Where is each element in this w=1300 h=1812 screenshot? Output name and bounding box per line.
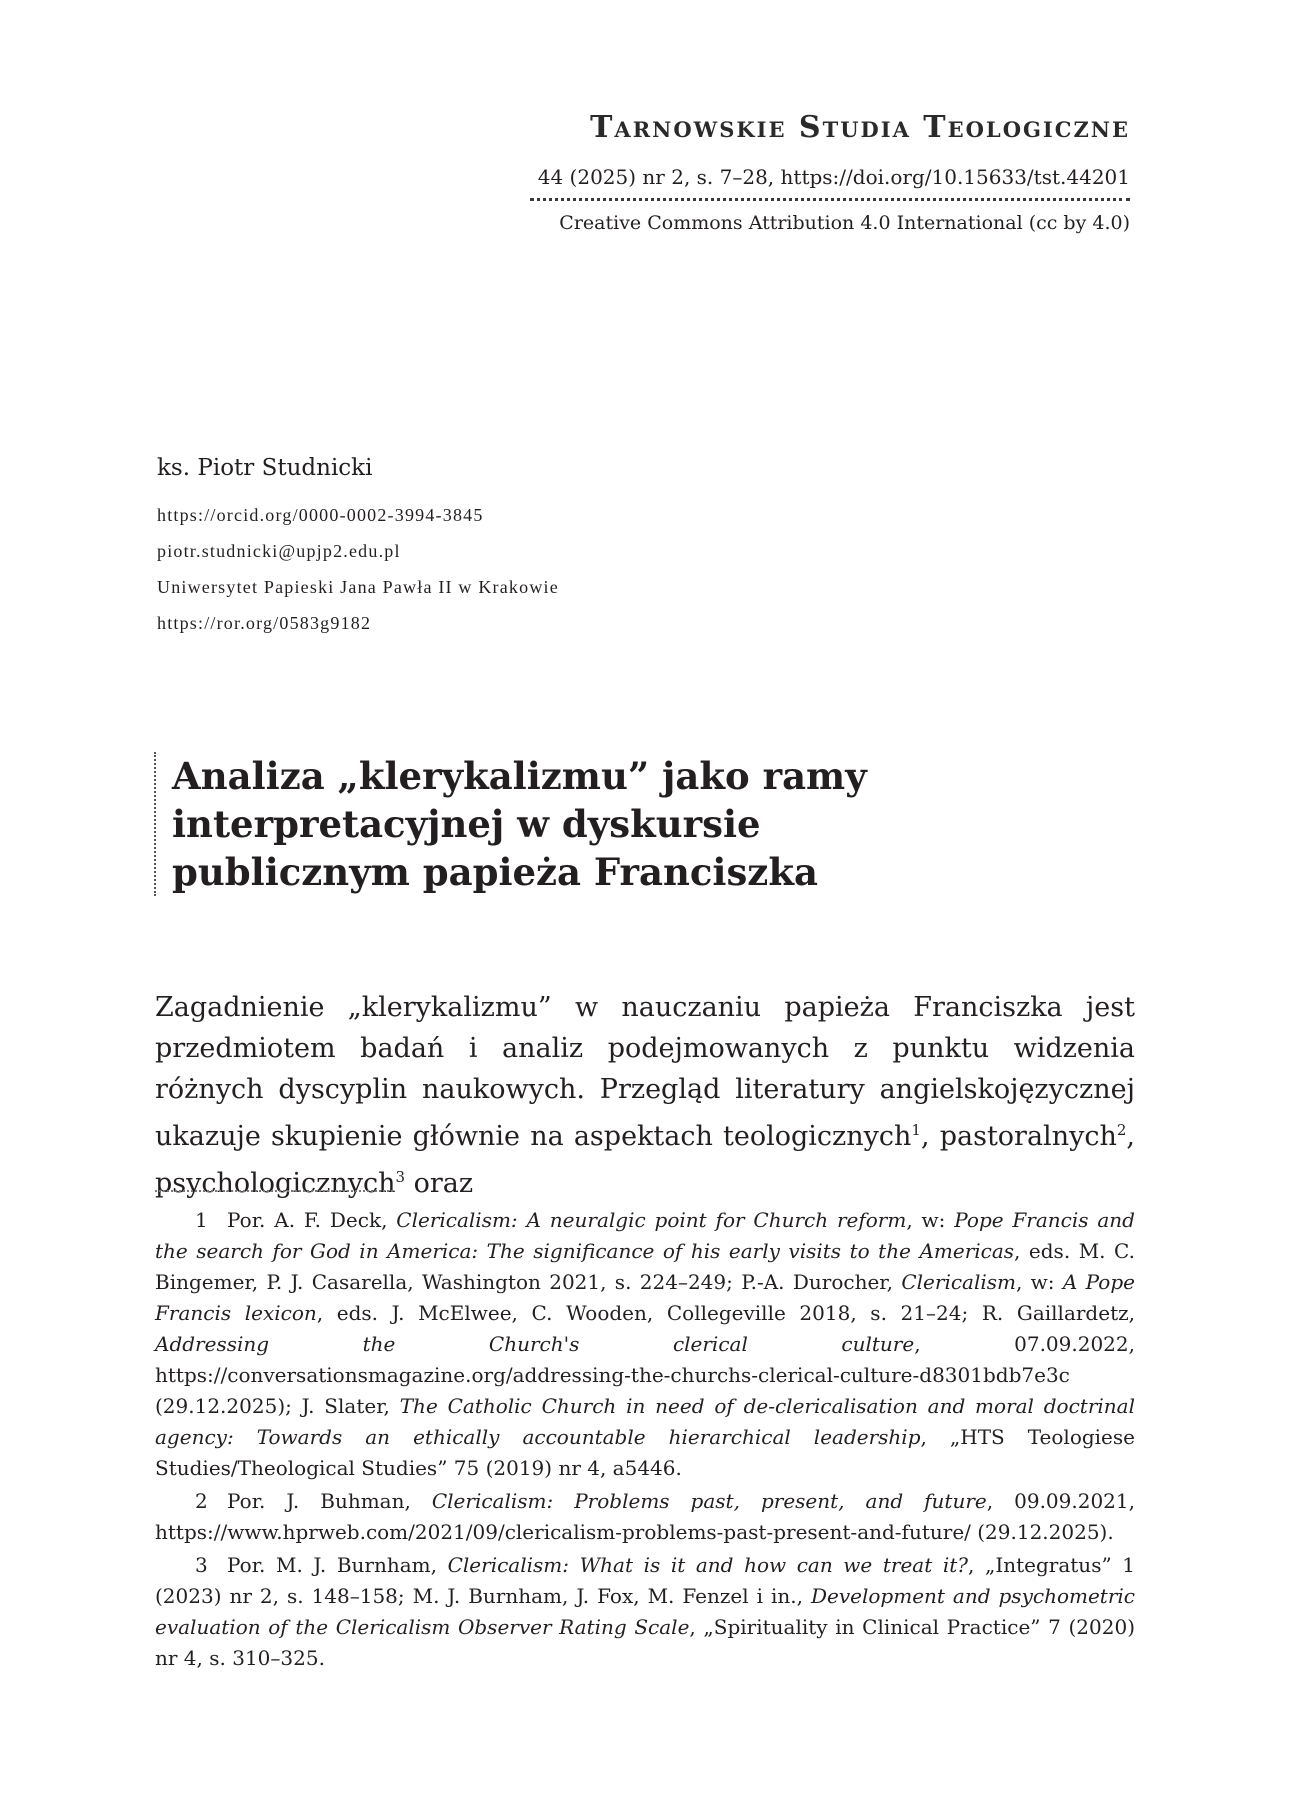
body-text-part4: oraz — [405, 1168, 474, 1199]
footnote-1: 1 Por. A. F. Deck, Clericalism: A neuralgic point for Church reform, w: Pope Francis and the search for God in America: The significance of his early visits to the Americas, eds. M. C. Bingemer, P. J. Casarella, Washington 2021, s. 224–249; P.-A. Durocher, Clericalism, w: A Pope Francis lexicon, eds. J. McElwee, C. Wooden, Collegeville 2018, s. 21–24; R. Gaillardetz, Addressing the Church's clerical culture, 07.09.2022, https://conversationsmagazine.org/addressing-the-churchs-clerical-culture-d8301bdb7e3c (29.12.2025); J. Slater, The Catholic Church in need of de-clericalisation and moral doctrinal agency: Towards an ethically accountable hierarchical leadership, „HTS Teologiese Studies/Theological Studies” 75 (2019) nr 4, a5446. — [155, 1205, 1135, 1484]
body-text-part1: Zagadnienie „klerykalizmu” w nauczaniu papieża Franciszka jest przedmiotem badań i analiz podejmowanych z punktu widzenia różnych dyscyplin naukowych. Przegląd literatury angielskojęzycznej ukazuje skupienie głównie na aspektach teologicznych — [155, 992, 1135, 1152]
footnote-2: 2 Por. J. Buhman, Clericalism: Problems past, present, and future, 09.09.2021, https://www.hprweb.com/2021/09/clericalism-problems-past-present-and-future/ (29.12.2025). — [155, 1486, 1135, 1548]
author-block — [157, 455, 559, 641]
author-orcid[interactable]: https://orcid.org/0000-0002-3994-3845 — [157, 505, 484, 525]
author-affiliation: Uniwersytet Papieski Jana Pawła II w Krakowie — [157, 577, 559, 597]
issue-line: 44 (2025) nr 2, s. 7–28, https://doi.org/10.15633/tst.44201 — [537, 165, 1130, 189]
footnote-ref-1[interactable]: 1 — [911, 1121, 921, 1139]
body-text-part2: , pastoralnych — [920, 1121, 1117, 1152]
footnote-number: 2 — [195, 1489, 208, 1513]
journal-title: Tarnowskie Studia Teologiczne — [590, 110, 1130, 145]
license-line: Creative Commons Attribution 4.0 International (cc by 4.0) — [559, 212, 1130, 234]
author-email[interactable]: piotr.studnicki@upjp2.edu.pl — [157, 541, 401, 561]
footnotes — [155, 1205, 1135, 1676]
header-dotted-rule — [530, 198, 1130, 201]
body-text-part3: , psychologicznych — [155, 1121, 1135, 1199]
body-paragraph — [155, 987, 1135, 1204]
footnote-number: 3 — [195, 1553, 208, 1577]
footnote-number: 1 — [195, 1208, 208, 1232]
author-name: ks. Piotr Studnicki — [157, 455, 373, 481]
footnote-rule — [155, 1190, 393, 1192]
footnote-ref-2[interactable]: 2 — [1116, 1121, 1127, 1139]
article-title: Analiza „klerykalizmu” jako ramy interpretacyjnej w dyskursie publicznym papieża Franciszka — [154, 752, 932, 896]
footnote-3: 3 Por. M. J. Burnham, Clericalism: What is it and how can we treat it?, „Integratus” 1 (2023) nr 2, s. 148–158; M. J. Burnham, J. Fox, M. Fenzel i in., Development and psychometric evaluation of the Clericalism Observer Rating Scale, „Spirituality in Clinical Practice” 7 (2020) nr 4, s. 310–325. — [155, 1550, 1135, 1674]
author-ror[interactable]: https://ror.org/0583g9182 — [157, 613, 372, 633]
footnote-ref-3[interactable]: 3 — [395, 1168, 406, 1186]
